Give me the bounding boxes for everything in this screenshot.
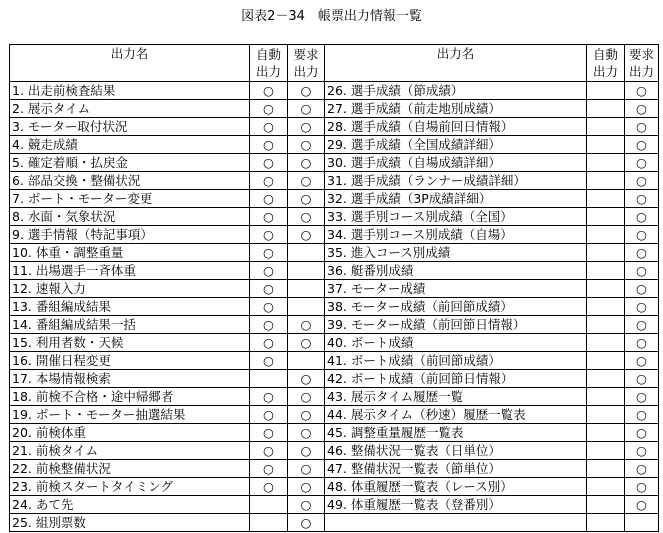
auto-output-mark-right [587,118,625,136]
table-row [10,460,659,478]
auto-output-mark-right [587,100,625,118]
auto-output-mark-right [587,442,625,460]
circle-mark-icon: ○ [263,101,274,116]
auto-output-mark-left [250,280,288,298]
request-output-mark-left [288,496,325,514]
request-output-mark-left [288,352,325,370]
request-output-mark-right [625,262,659,280]
request-output-mark-left [288,460,325,478]
output-name-right: 37. モーター成績 [325,280,587,298]
request-output-mark-left [288,478,325,496]
auto-output-mark-left [250,100,288,118]
circle-mark-icon: ○ [300,479,312,494]
circle-mark-icon: ○ [300,335,312,350]
auto-output-mark-right [587,406,625,424]
table-row [10,244,659,262]
auto-output-mark-right [587,424,625,442]
request-output-mark-right [625,406,659,424]
request-output-mark-right [625,442,659,460]
header-auto-output-left: 自動 出力 [250,45,288,82]
output-name-right: 27. 選手成績（前走地別成績） [325,100,587,118]
output-info-table [9,44,659,532]
circle-mark-icon: ○ [636,479,647,494]
circle-mark-icon: ○ [636,137,647,152]
output-name-left: 23. 前検スタートタイミング [10,478,250,496]
auto-output-mark-right [587,208,625,226]
output-name-left: 22. 前検整備状況 [10,460,250,478]
output-name-right: 46. 整備状況一覧表（日単位） [325,442,587,460]
table-row [10,172,659,190]
output-name-right: 29. 選手成績（全国成績詳細） [325,136,587,154]
request-output-mark-right [625,478,659,496]
auto-output-mark-right [587,172,625,190]
auto-output-mark-left [250,352,288,370]
request-output-mark-left [288,118,325,136]
request-output-mark-right [625,244,659,262]
output-name-left: 5. 確定着順・払戻金 [10,154,250,172]
circle-mark-icon: ○ [263,389,274,404]
table-row [10,406,659,424]
request-output-mark-right [625,496,659,514]
auto-output-mark-left [250,334,288,352]
auto-output-mark-left [250,478,288,496]
circle-mark-icon: ○ [636,245,647,260]
output-name-left: 6. 部品交換・整備状況 [10,172,250,190]
circle-mark-icon: ○ [636,407,647,422]
circle-mark-icon: ○ [636,299,647,314]
output-name-left: 21. 前検タイム [10,442,250,460]
request-output-mark-right [625,226,659,244]
output-name-left: 11. 出場選手一斉体重 [10,262,250,280]
table-row [10,280,659,298]
request-output-mark-right [625,100,659,118]
request-output-mark-left [288,82,325,100]
output-name-left: 25. 組別票数 [10,514,250,532]
output-name-right: 33. 選手別コース別成績（全国） [325,208,587,226]
request-output-mark-right [625,280,659,298]
output-name-right: 36. 艇番別成績 [325,262,587,280]
header-request-output-left: 要求 出力 [288,45,325,82]
auto-output-mark-right [587,298,625,316]
output-name-left: 16. 開催日程変更 [10,352,250,370]
output-name-right: 26. 選手成績（節成績） [325,82,587,100]
output-name-left: 10. 体重・調整重量 [10,244,250,262]
circle-mark-icon: ○ [636,263,647,278]
auto-output-mark-right [587,136,625,154]
auto-output-mark-left [250,262,288,280]
output-name-right: 30. 選手成績（自場成績詳細） [325,154,587,172]
header-row [10,45,659,82]
circle-mark-icon: ○ [263,425,274,440]
table-row [10,298,659,316]
header-output-name-right: 出力名 [325,45,587,82]
circle-mark-icon: ○ [300,389,312,404]
request-output-mark-left [288,514,325,532]
auto-output-mark-left [250,406,288,424]
request-output-mark-left [288,406,325,424]
request-output-mark-right [625,172,659,190]
request-output-mark-right [625,352,659,370]
circle-mark-icon: ○ [263,479,274,494]
circle-mark-icon: ○ [636,281,647,296]
circle-mark-icon: ○ [300,317,312,332]
circle-mark-icon: ○ [636,317,647,332]
request-output-mark-right [625,118,659,136]
circle-mark-icon: ○ [263,263,274,278]
auto-output-mark-right [587,154,625,172]
output-name-left: 15. 利用者数・天候 [10,334,250,352]
table-row [10,154,659,172]
auto-output-mark-left [250,316,288,334]
table-row [10,82,659,100]
circle-mark-icon: ○ [263,155,274,170]
circle-mark-icon: ○ [263,83,274,98]
output-name-left: 2. 展示タイム [10,100,250,118]
circle-mark-icon: ○ [263,245,274,260]
output-name-left: 20. 前検体重 [10,424,250,442]
table-row [10,424,659,442]
output-name-right: 42. ボート成績（前回節日情報） [325,370,587,388]
auto-output-mark-left [250,424,288,442]
auto-output-mark-right [587,478,625,496]
output-name-left: 17. 本場情報検索 [10,370,250,388]
request-output-mark-left [288,136,325,154]
circle-mark-icon: ○ [636,101,647,116]
request-output-mark-left [288,262,325,280]
request-output-mark-right [625,388,659,406]
auto-output-mark-right [587,190,625,208]
table-row [10,478,659,496]
circle-mark-icon: ○ [636,209,647,224]
header-auto-output-right: 自動 出力 [587,45,625,82]
auto-output-mark-left [250,208,288,226]
circle-mark-icon: ○ [300,461,312,476]
output-name-left: 8. 水面・気象状況 [10,208,250,226]
circle-mark-icon: ○ [300,497,312,512]
circle-mark-icon: ○ [300,119,312,134]
circle-mark-icon: ○ [263,317,274,332]
table-row [10,226,659,244]
auto-output-mark-right [587,226,625,244]
circle-mark-icon: ○ [263,137,274,152]
circle-mark-icon: ○ [636,443,647,458]
circle-mark-icon: ○ [300,137,312,152]
circle-mark-icon: ○ [636,371,647,386]
auto-output-mark-right [587,460,625,478]
request-output-mark-right [625,514,659,532]
request-output-mark-left [288,154,325,172]
circle-mark-icon: ○ [300,371,312,386]
auto-output-mark-right [587,244,625,262]
output-name-right: 45. 調整重量履歴一覧表 [325,424,587,442]
output-name-right: 28. 選手成績（自場前回日情報） [325,118,587,136]
circle-mark-icon: ○ [263,443,274,458]
auto-output-mark-left [250,298,288,316]
auto-output-mark-left [250,442,288,460]
request-output-mark-left [288,424,325,442]
request-output-mark-left [288,298,325,316]
output-name-right: 38. モーター成績（前回節成績） [325,298,587,316]
output-name-left: 7. ボート・モーター変更 [10,190,250,208]
circle-mark-icon: ○ [263,407,274,422]
header-request-output-right: 要求 出力 [625,45,659,82]
output-name-left: 3. モーター取付状況 [10,118,250,136]
output-name-left: 14. 番組編成結果一括 [10,316,250,334]
output-name-right: 31. 選手成績（ランナー成績詳細） [325,172,587,190]
request-output-mark-left [288,100,325,118]
circle-mark-icon: ○ [263,299,274,314]
output-name-right: 40. ボート成績 [325,334,587,352]
auto-output-mark-right [587,316,625,334]
circle-mark-icon: ○ [300,101,312,116]
table-row [10,100,659,118]
circle-mark-icon: ○ [263,227,274,242]
output-name-right: 43. 展示タイム履歴一覧 [325,388,587,406]
circle-mark-icon: ○ [636,119,647,134]
output-name-left: 1. 出走前検査結果 [10,82,250,100]
auto-output-mark-right [587,514,625,532]
output-name-left: 19. ボート・モーター抽選結果 [10,406,250,424]
request-output-mark-right [625,136,659,154]
auto-output-mark-left [250,514,288,532]
request-output-mark-left [288,172,325,190]
circle-mark-icon: ○ [300,191,312,206]
circle-mark-icon: ○ [636,497,647,512]
circle-mark-icon: ○ [263,191,274,206]
output-name-left: 24. あて先 [10,496,250,514]
request-output-mark-right [625,208,659,226]
auto-output-mark-left [250,172,288,190]
auto-output-mark-left [250,118,288,136]
circle-mark-icon: ○ [263,335,274,350]
auto-output-mark-left [250,226,288,244]
circle-mark-icon: ○ [263,353,274,368]
circle-mark-icon: ○ [636,353,647,368]
auto-output-mark-left [250,388,288,406]
output-name-right: 34. 選手別コース別成績（自場） [325,226,587,244]
table-row [10,496,659,514]
circle-mark-icon: ○ [300,443,312,458]
circle-mark-icon: ○ [300,425,312,440]
request-output-mark-left [288,388,325,406]
circle-mark-icon: ○ [300,83,312,98]
circle-mark-icon: ○ [636,461,647,476]
request-output-mark-right [625,154,659,172]
auto-output-mark-left [250,496,288,514]
table-row [10,370,659,388]
request-output-mark-left [288,442,325,460]
table-row [10,190,659,208]
request-output-mark-left [288,280,325,298]
request-output-mark-right [625,82,659,100]
header-output-name-left: 出力名 [10,45,250,82]
table-row [10,442,659,460]
output-name-right: 47. 整備状況一覧表（節単位） [325,460,587,478]
auto-output-mark-left [250,370,288,388]
table-row [10,208,659,226]
auto-output-mark-left [250,136,288,154]
output-name-right: 44. 展示タイム（秒速）履歴一覧表 [325,406,587,424]
output-name-left: 4. 競走成績 [10,136,250,154]
output-name-left: 12. 速報入力 [10,280,250,298]
request-output-mark-right [625,190,659,208]
circle-mark-icon: ○ [300,407,312,422]
output-name-left: 9. 選手情報（特記事項） [10,226,250,244]
output-name-right: 48. 体重履歴一覧表（レース別） [325,478,587,496]
auto-output-mark-right [587,352,625,370]
request-output-mark-right [625,460,659,478]
table-row [10,262,659,280]
circle-mark-icon: ○ [263,209,274,224]
table-row [10,352,659,370]
circle-mark-icon: ○ [636,191,647,206]
circle-mark-icon: ○ [636,335,647,350]
auto-output-mark-right [587,262,625,280]
circle-mark-icon: ○ [636,389,647,404]
circle-mark-icon: ○ [300,209,312,224]
auto-output-mark-left [250,244,288,262]
request-output-mark-right [625,316,659,334]
request-output-mark-left [288,334,325,352]
request-output-mark-left [288,370,325,388]
output-name-right: 49. 体重履歴一覧表（登番別） [325,496,587,514]
table-row [10,334,659,352]
document-title: 図表2－34 帳票出力情報一覧 [241,9,422,24]
circle-mark-icon: ○ [636,83,647,98]
request-output-mark-right [625,370,659,388]
table-row [10,388,659,406]
auto-output-mark-right [587,82,625,100]
output-name-right: 41. ボート成績（前回節成績） [325,352,587,370]
circle-mark-icon: ○ [263,281,274,296]
request-output-mark-right [625,298,659,316]
circle-mark-icon: ○ [263,119,274,134]
auto-output-mark-left [250,190,288,208]
output-name-right [325,514,587,532]
table-row [10,316,659,334]
request-output-mark-left [288,244,325,262]
output-name-right: 39. モーター成績（前回節日情報） [325,316,587,334]
circle-mark-icon: ○ [300,173,312,188]
output-name-right: 35. 進入コース別成績 [325,244,587,262]
circle-mark-icon: ○ [263,461,274,476]
request-output-mark-left [288,190,325,208]
auto-output-mark-right [587,370,625,388]
output-name-left: 18. 前検不合格・途中帰郷者 [10,388,250,406]
auto-output-mark-right [587,496,625,514]
table-row [10,118,659,136]
output-name-left: 13. 番組編成結果 [10,298,250,316]
circle-mark-icon: ○ [636,155,647,170]
auto-output-mark-right [587,334,625,352]
circle-mark-icon: ○ [263,173,274,188]
circle-mark-icon: ○ [300,155,312,170]
auto-output-mark-left [250,460,288,478]
table-row [10,514,659,532]
auto-output-mark-right [587,280,625,298]
circle-mark-icon: ○ [300,227,312,242]
auto-output-mark-right [587,388,625,406]
circle-mark-icon: ○ [636,173,647,188]
request-output-mark-right [625,424,659,442]
table-row [10,136,659,154]
auto-output-mark-left [250,154,288,172]
circle-mark-icon: ○ [636,227,647,242]
request-output-mark-left [288,316,325,334]
auto-output-mark-left [250,82,288,100]
output-name-right: 32. 選手成績（3P成績詳細） [325,190,587,208]
request-output-mark-left [288,226,325,244]
circle-mark-icon: ○ [300,515,312,530]
request-output-mark-right [625,334,659,352]
request-output-mark-left [288,208,325,226]
circle-mark-icon: ○ [636,425,647,440]
